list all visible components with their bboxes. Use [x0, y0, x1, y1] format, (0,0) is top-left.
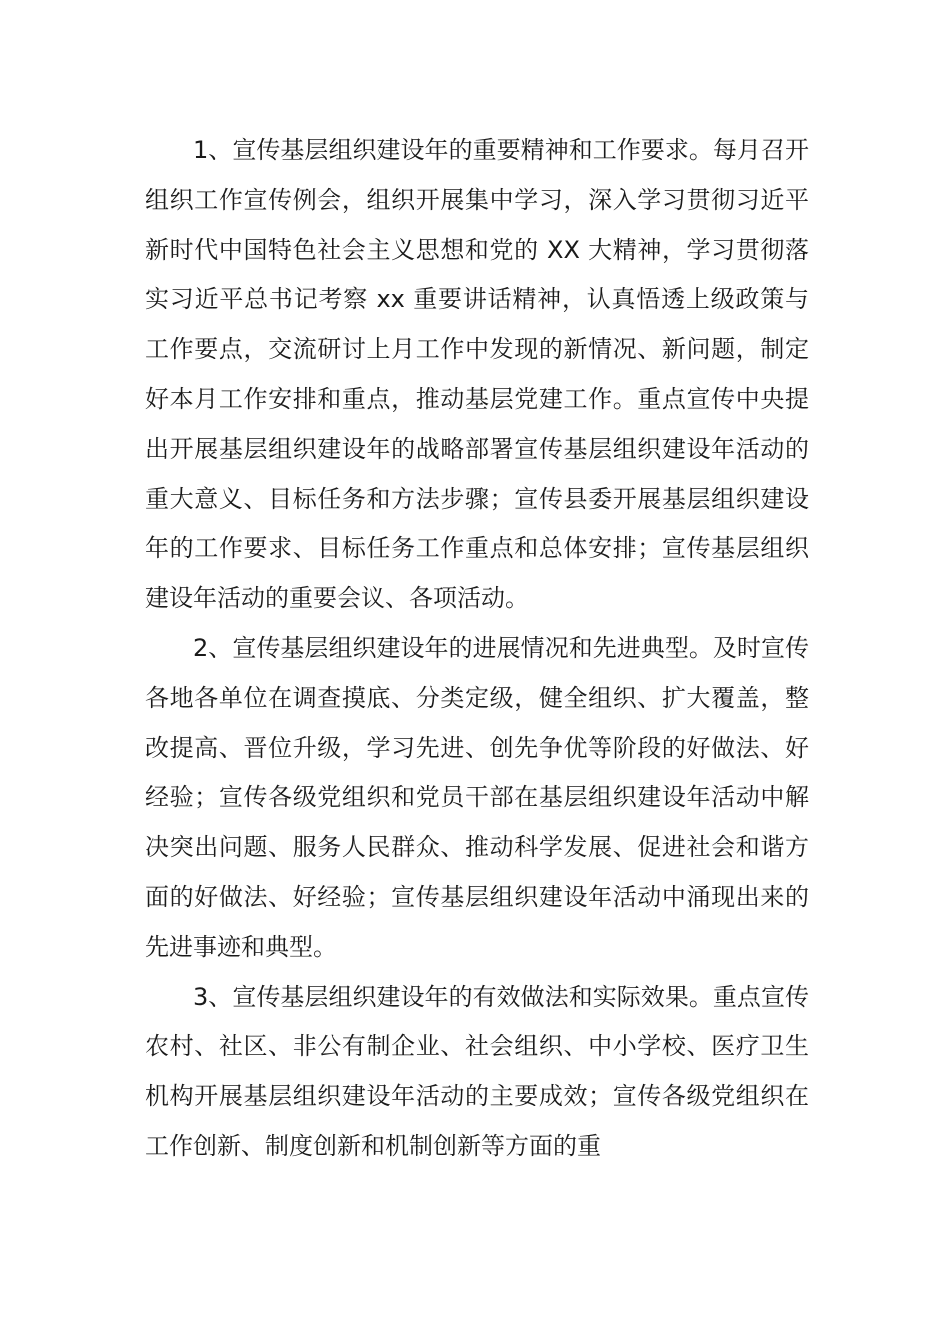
paragraph-2: 2、宣传基层组织建设年的进展情况和先进典型。及时宣传各地各单位在调查摸底、分类定级，健全组织、扩大覆盖，整改提高、晋位升级，学习先进、创先争优等阶段的好做法、好经验；宣传各级党组织和党员干部在基层组织建设年活动中解决突出问题、服务人民群众、推动科学发展、促进社会和谐方面的好做法、好经验；宣传基层组织建设年活动中涌现出来的先进事迹和典型。	[145, 633, 809, 961]
paragraph-3: 3、宣传基层组织建设年的有效做法和实际效果。重点宣传农村、社区、非公有制企业、社会组织、中小学校、医疗卫生机构开展基层组织建设年活动的主要成效；宣传各级党组织在工作创新、制度创新和机制创新等方面的重	[145, 982, 809, 1160]
document-body	[145, 126, 809, 1172]
paragraph-1: 1、宣传基层组织建设年的重要精神和工作要求。每月召开组织工作宣传例会，组织开展集中学习，深入学习贯彻习近平新时代中国特色社会主义思想和党的 XX 大精神，学习贯彻落实习近平总书记考察 xx 重要讲话精神，认真悟透上级政策与工作要点，交流研讨上月工作中发现的新情况、新问题，制定好本月工作安排和重点，推动基层党建工作。重点宣传中央提出开展基层组织建设年的战略部署宣传基层组织建设年活动的重大意义、目标任务和方法步骤；宣传县委开展基层组织建设年的工作要求、目标任务工作重点和总体安排；宣传基层组织建设年活动的重要会议、各项活动。	[145, 136, 809, 613]
